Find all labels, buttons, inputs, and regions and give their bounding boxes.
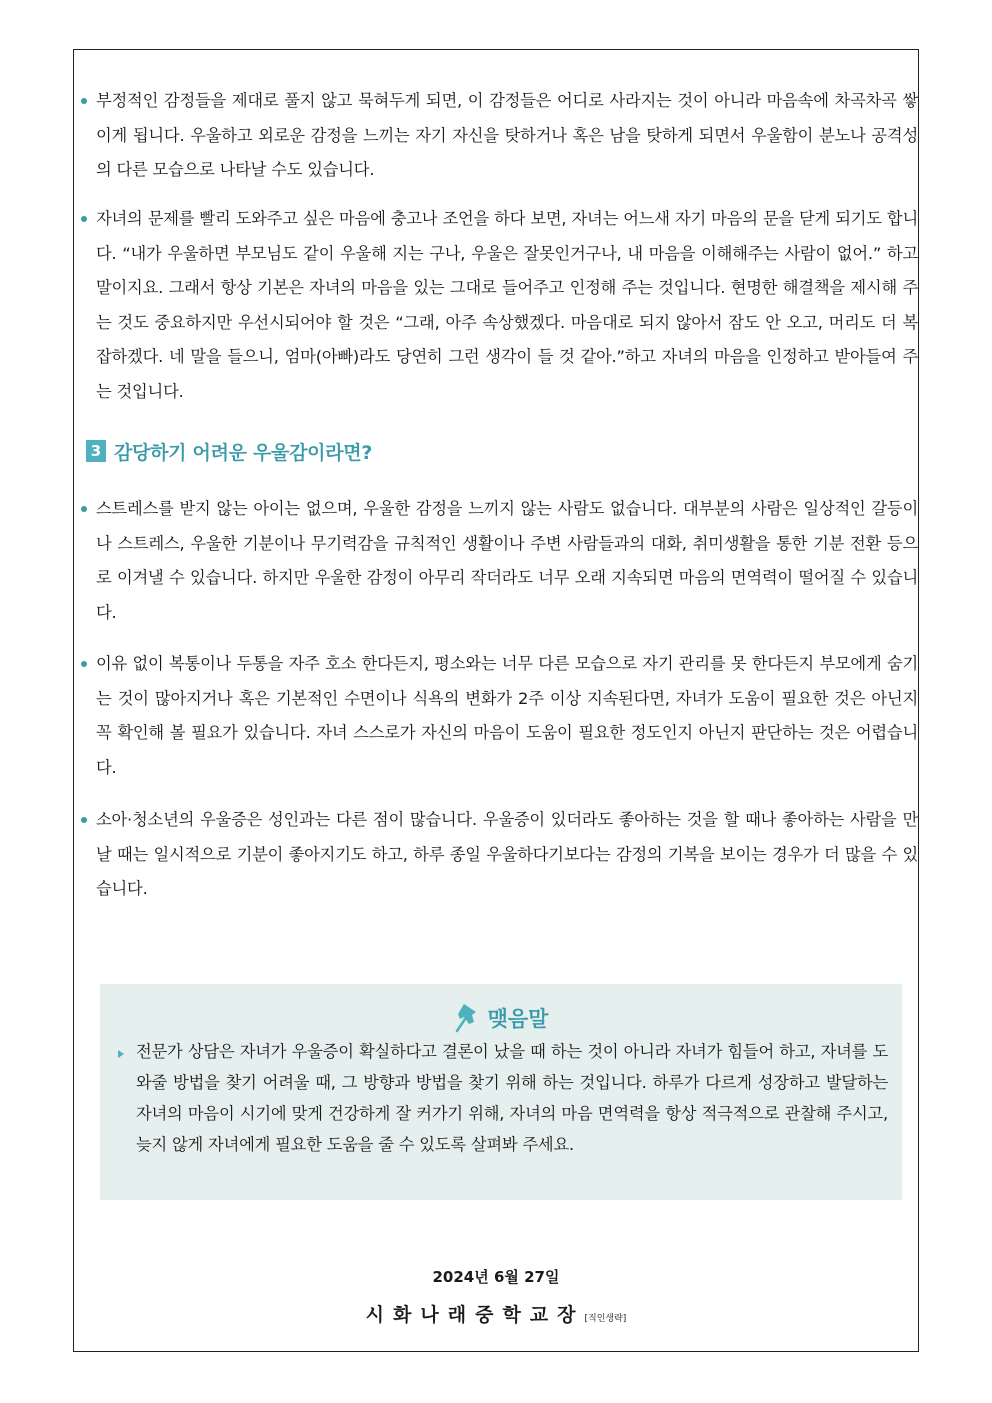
triangle-bullet-icon — [118, 1050, 124, 1058]
paragraph-text: 자녀의 문제를 빨리 도와주고 싶은 마음에 충고나 조언을 하다 보면, 자녀는 어느새 자기 마음의 문을 닫게 되기도 합니다. “내가 우울하면 부모님도 같이 우울해 지는 구나, 우울은 잘못인거구나, 내 마음을 이해해주는 사람이 없어.” 하고 말이지요. 그래서 항상 기본은 자녀의 마음을 있는 그대로 들어주고 인정해 주는 것입니다. 현명한 해결책을 제시해 주는 것도 중요하지만 우선시되어야 할 것은 “그래, 아주 속상했겠다. 마음대로 되지 않아서 잠도 안 오고, 머리도 더 복잡하겠다. 네 말을 들으니, 엄마(아빠)라도 당연히 그런 생각이 들 것 같아.”하고 자녀의 마음을 인정하고 받아들여 주는 것입니다. — [96, 209, 918, 401]
seal-omitted-note: [직인생략] — [584, 1314, 627, 1324]
conclusion-text: 전문가 상담은 자녀가 우울증이 확실하다고 결론이 났을 때 하는 것이 아니라 자녀가 힘들어 하고, 자녀를 도와줄 방법을 찾기 어려울 때, 그 방향과 방법을 찾기 위해 하는 것입니다. 하루가 다르게 성장하고 발달하는 자녀의 마음이 시기에 맞게 건강하게 잘 커가기 위해, 자녀의 마음 면역력을 항상 적극적으로 관찰해 주시고, 늦지 않게 자녀에게 필요한 도움을 줄 수 있도록 살펴봐 주세요. — [136, 1042, 888, 1154]
school-principal-name: 시화나래중학교장 — [365, 1304, 585, 1326]
paragraph-text: 부정적인 감정들을 제대로 풀지 않고 묵혀두게 되면, 이 감정들은 어디로 사라지는 것이 아니라 마음속에 차곡차곡 쌓이게 됩니다. 우울하고 외로운 감정을 느끼는 자기 자신을 탓하거나 혹은 남을 탓하게 되면서 우울함이 분노나 공격성의 다른 모습으로 나타날 수도 있습니다. — [96, 91, 918, 179]
bullet-icon — [81, 661, 87, 667]
bullet-icon — [81, 817, 87, 823]
bullet-icon — [81, 506, 87, 512]
section-title: 감당하기 어려운 우울감이라면? — [114, 441, 373, 464]
page-frame — [73, 49, 919, 1352]
bullet-icon — [81, 216, 87, 222]
paragraph-text: 소아·청소년의 우울증은 성인과는 다른 점이 많습니다. 우울증이 있더라도 좋아하는 것을 할 때나 좋아하는 사람을 만날 때는 일시적으로 기분이 좋아지기도 하고, 하루 종일 우울하다기보다는 감정의 기복을 보이는 경우가 더 많을 수 있습니다. — [96, 810, 918, 898]
signature-line — [74, 1300, 918, 1327]
document-date: 2024년 6월 27일 — [432, 1268, 560, 1286]
conclusion-header — [100, 1002, 902, 1034]
section-heading — [86, 439, 372, 463]
conclusion-title: 맺음말 — [487, 1007, 549, 1031]
paragraph-text: 이유 없이 복통이나 두통을 자주 호소 한다든지, 평소와는 너무 다른 모습으로 자기 관리를 못 한다든지 부모에게 숨기는 것이 많아지거나 혹은 기본적인 수면이나 식욕의 변화가 2주 이상 지속된다면, 자녀가 도움이 필요한 것은 아닌지 꼭 확인해 볼 필요가 있습니다. 자녀 스스로가 자신의 마음이 도움이 필요한 정도인지 아닌지 판단하는 것은 어렵습니다. — [96, 654, 918, 777]
pushpin-icon — [454, 1002, 482, 1034]
section-number-badge: 3 — [86, 440, 106, 462]
paragraph-text: 스트레스를 받지 않는 아이는 없으며, 우울한 감정을 느끼지 않는 사람도 없습니다. 대부분의 사람은 일상적인 갈등이나 스트레스, 우울한 기분이나 무기력감을 규칙적인 생활이나 주변 사람들과의 대화, 취미생활을 통한 기분 전환 등으로 이겨낼 수 있습니다. 하지만 우울한 감정이 아무리 작더라도 너무 오래 지속되면 마음의 면역력이 떨어질 수 있습니다. — [96, 499, 918, 622]
conclusion-box — [100, 984, 902, 1200]
bullet-icon — [81, 98, 87, 104]
